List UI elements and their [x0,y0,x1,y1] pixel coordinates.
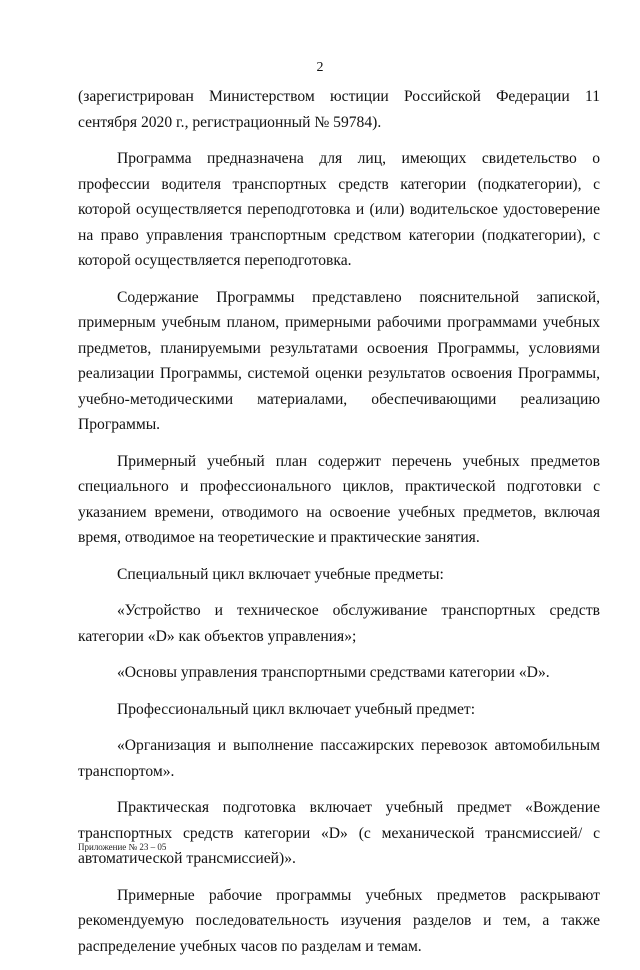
paragraph-professional-cycle: Профессиональный цикл включает учебный предмет: [117,700,476,718]
document-body [78,84,600,970]
page-footer: Приложение № 23 – 05 [78,842,167,852]
paragraph-work-programs: Примерные рабочие программы учебных предметов раскрывают рекомендуемую последовательность изучения разделов и тем, а также распределение учебных часов по разделам и темам. [78,886,600,955]
paragraph-professional-subject: «Организация и выполнение пассажирских перевозок автомобильным транспортом». [78,737,600,780]
paragraph-program-content: Содержание Программы представлено пояснительной запиской, примерным учебным планом, примерными рабочими программами учебных предметов, планируемыми результатами освоения Программы, условиями реализации Программы, системой оценки результатов освоения Программы, учебно-методическими материалами, обеспечивающими реализацию Программы. [78,288,600,433]
paragraph-registration: (зарегистрирован Министерством юстиции Российской Федерации 11 сентября 2020 г., регистрационный № 59784). [78,88,600,131]
paragraph-special-subject-2: «Основы управления транспортными средствами категории «D». [117,664,550,681]
paragraph-curriculum: Примерный учебный план содержит перечень учебных предметов специального и профессионального циклов, практической подготовки с указанием времени, отводимого на освоение учебных предметов, включая время, отводимое на теоретические и практические занятия. [78,452,600,546]
paragraph-special-subject-1: «Устройство и техническое обслуживание транспортных средств категории «D» как объектов управления»; [78,602,600,645]
paragraph-program-purpose: Программа предназначена для лиц, имеющих свидетельство о профессии водителя транспортных средств категории (подкатегории), с которой осуществляется переподготовка и (или) водительское удостоверение на право управления транспортным средством категории (подкатегории), с которой осуществляется переподготовка. [78,150,600,269]
paragraph-practical-training: Практическая подготовка включает учебный предмет «Вождение транспортных средств категории «D» (с механической трансмиссией/ с автоматической трансмиссией)». [78,799,600,867]
page-number: 2 [316,60,324,75]
paragraph-special-cycle: Специальный цикл включает учебные предметы: [117,565,444,583]
